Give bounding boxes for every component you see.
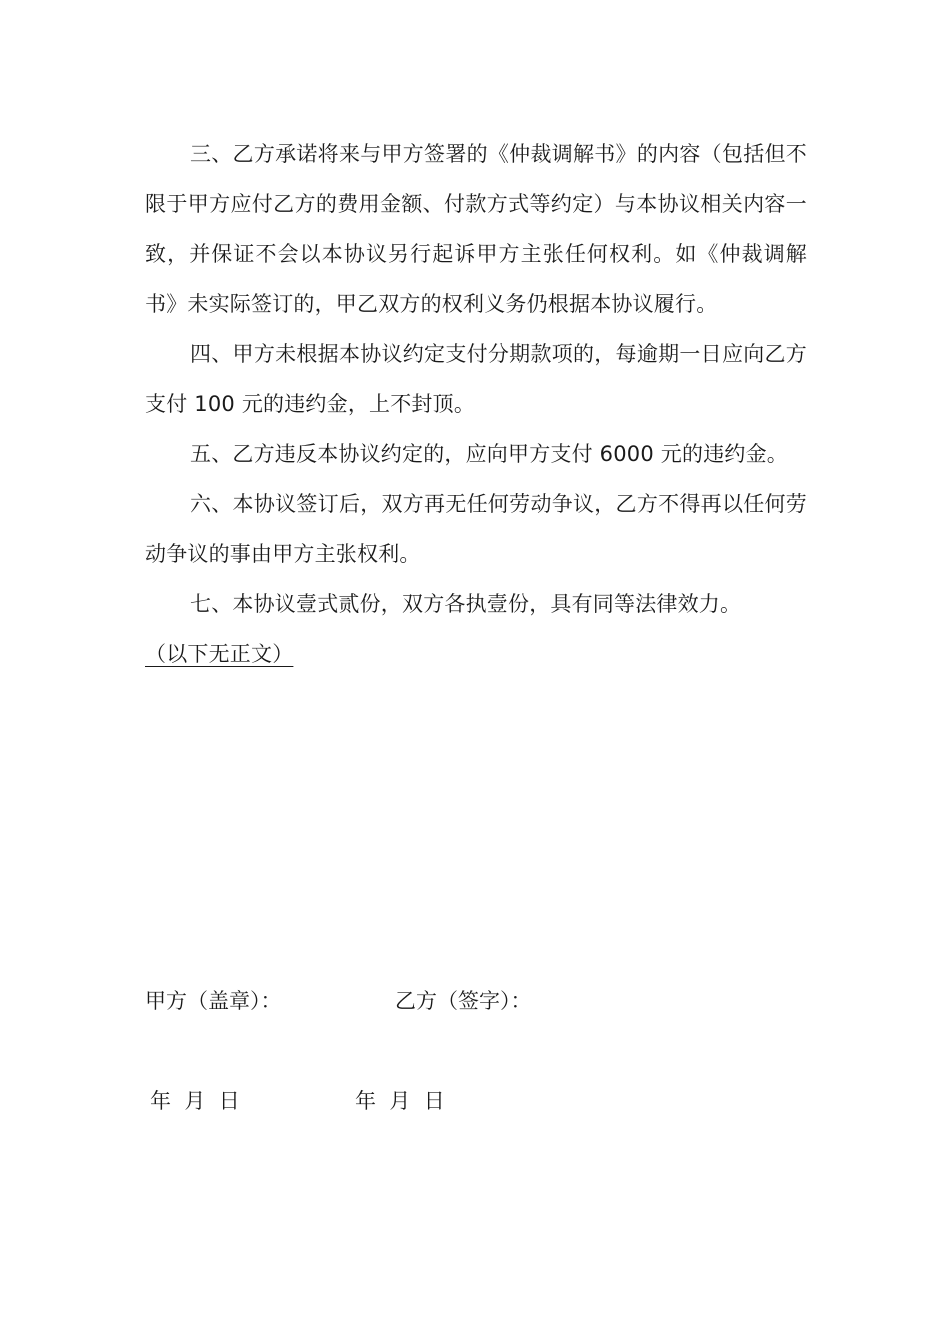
clause-7: 七、本协议壹式贰份，双方各执壹份，具有同等法律效力。 bbox=[190, 592, 742, 616]
clause-6: 六、本协议签订后，双方再无任何劳动争议，乙方不得再以任何劳动争议的事由甲方主张权利。 bbox=[145, 492, 807, 566]
party-b-signature-label: 乙方（签字）： bbox=[395, 989, 532, 1013]
end-of-text-note: （以下无正文） bbox=[145, 642, 294, 666]
clause-5: 五、乙方违反本协议约定的，应向甲方支付 6000 元的违约金。 bbox=[190, 442, 788, 466]
party-a-date: 年 月 日 bbox=[150, 1089, 240, 1113]
party-a-seal-label: 甲方（盖章）： bbox=[145, 989, 282, 1013]
party-b-date: 年 月 日 bbox=[355, 1089, 445, 1113]
clause-3: 三、乙方承诺将来与甲方签署的《仲裁调解书》的内容（包括但不限于甲方应付乙方的费用金额、付款方式等约定）与本协议相关内容一致，并保证不会以本协议另行起诉甲方主张任何权利。如《仲裁调解书》未实际签订的，甲乙双方的权利义务仍根据本协议履行。 bbox=[145, 142, 807, 316]
agreement-body bbox=[145, 129, 807, 679]
clause-4: 四、甲方未根据本协议约定支付分期款项的，每逾期一日应向乙方支付 100 元的违约金，上不封顶。 bbox=[145, 342, 807, 416]
